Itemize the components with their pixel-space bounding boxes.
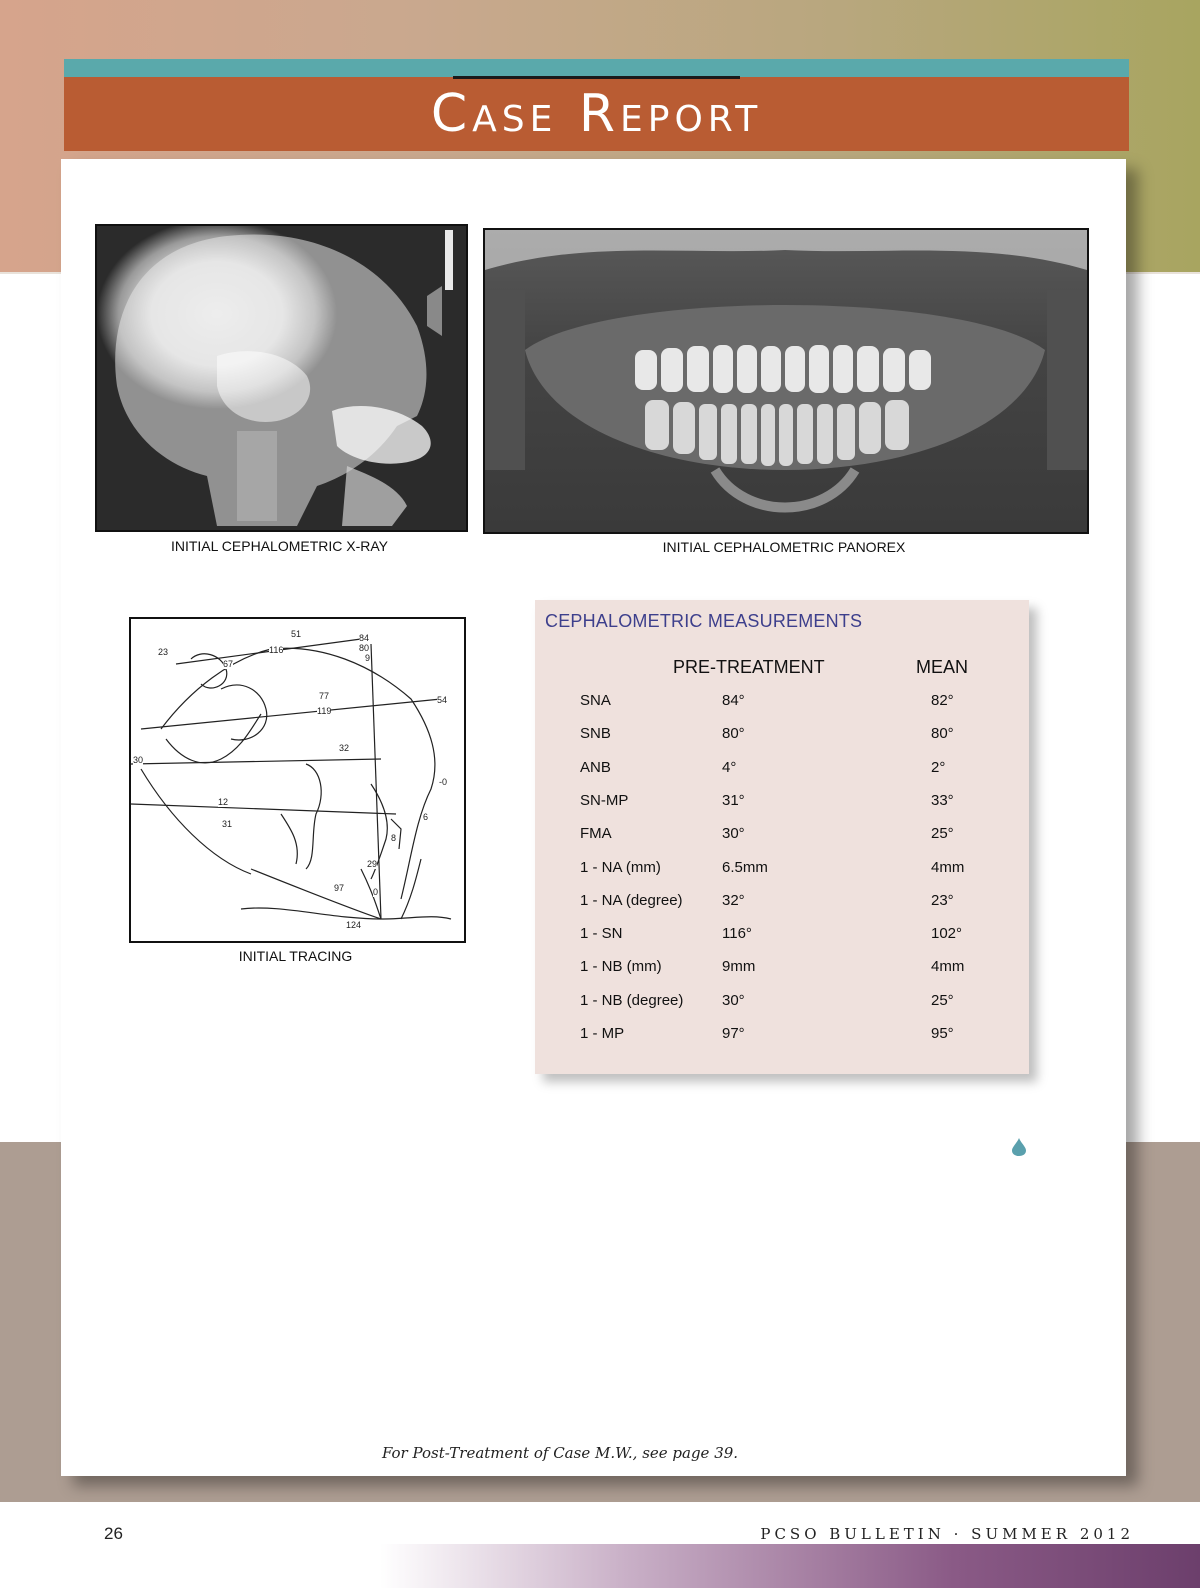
cephalometric-xray-caption: INITIAL CEPHALOMETRIC X-RAY (170, 538, 389, 554)
measurement-mean-value: 82° (931, 692, 954, 709)
tracing-label: 30 (133, 755, 144, 765)
measurement-row (535, 859, 1029, 892)
measurement-pre-value: 80° (722, 725, 745, 743)
measurement-row (535, 925, 1029, 958)
measurement-label: 1 - NB (degree) (580, 991, 684, 1009)
tracing-label: 54 (437, 695, 448, 705)
measurement-label: 1 - NA (degree) (580, 891, 683, 909)
measurement-row (535, 958, 1029, 991)
tracing-label: 97 (334, 883, 345, 893)
tracing-label: 51 (291, 629, 302, 639)
measurement-label: 1 - MP (580, 1025, 625, 1042)
measurement-pre-value: 32° (722, 891, 745, 909)
tracing-label: 6 (423, 812, 429, 822)
mean-header: MEAN (916, 657, 969, 677)
tracing-label: 23 (158, 647, 169, 657)
tracing-label: 77 (319, 691, 330, 701)
measurement-row (535, 692, 1029, 725)
measurement-label: ANB (580, 758, 611, 776)
tracing-label: 32 (339, 743, 350, 753)
measurement-mean-value: 25° (931, 991, 954, 1009)
tracing-label: 8 (391, 833, 397, 843)
measurement-label: SNA (580, 692, 611, 709)
measurement-pre-value: 30° (722, 991, 745, 1009)
measurement-pre-value: 9mm (722, 958, 756, 976)
measurement-label: FMA (580, 825, 612, 843)
initial-tracing-image (129, 617, 466, 943)
measurement-mean-value: 95° (931, 1025, 954, 1042)
tracing-art (131, 619, 464, 941)
measurement-mean-value: 102° (931, 925, 963, 943)
measurement-row (535, 1025, 1029, 1058)
measurement-mean-value: 80° (931, 725, 954, 743)
measurement-pre-value: 31° (722, 791, 745, 809)
measurement-label: 1 - NA (mm) (580, 858, 661, 876)
measurement-label: 1 - SN (580, 925, 623, 943)
measurement-row (535, 892, 1029, 925)
measurement-pre-value: 6.5mm (722, 858, 768, 876)
panorex-caption: INITIAL CEPHALOMETRIC PANOREX (662, 539, 906, 555)
measurement-label: SN-MP (580, 791, 629, 809)
footer-purple-bar (380, 1544, 1200, 1588)
measurement-row (535, 992, 1029, 1025)
measurement-pre-value: 84° (722, 692, 745, 709)
tracing-label: 9 (365, 653, 371, 663)
tracing-label: 119 (317, 706, 332, 716)
pre-treatment-header: PRE-TREATMENT (673, 657, 825, 677)
measurement-pre-value: 4° (722, 758, 737, 776)
tracing-label: 116 (269, 645, 284, 655)
tracing-label: -0 (439, 777, 448, 787)
tracing-label: 0 (373, 887, 379, 897)
tracing-label: 80 (359, 643, 370, 653)
cephalometric-measurements-box (535, 600, 1029, 1074)
header-teal-band (64, 59, 1129, 77)
page-number: 26 (104, 1524, 123, 1543)
measurement-mean-value: 2° (931, 758, 946, 776)
measurement-label: SNB (580, 725, 611, 743)
measurement-pre-value: 30° (722, 825, 745, 843)
panorex-image (483, 228, 1089, 534)
tracing-label: 124 (346, 920, 362, 930)
measurement-mean-value: 23° (931, 891, 954, 909)
measurement-mean-value: 4mm (931, 958, 965, 976)
tracing-label: 67 (223, 659, 234, 669)
tracing-label: 12 (218, 797, 229, 807)
tracing-caption: INITIAL TRACING (238, 948, 353, 964)
cephalometric-xray-image (95, 224, 468, 532)
measurement-mean-value: 33° (931, 791, 954, 809)
measurements-title: CEPHALOMETRIC MEASUREMENTS (545, 611, 863, 631)
measurement-pre-value: 116° (722, 925, 752, 943)
post-treatment-footnote: For Post-Treatment of Case M.W., see page 39. (381, 1444, 739, 1462)
page-title: Case Report (430, 84, 763, 144)
measurement-row (535, 725, 1029, 758)
title-rule (453, 76, 740, 79)
measurement-row (535, 792, 1029, 825)
measurement-pre-value: 97° (722, 1025, 745, 1042)
measurement-mean-value: 25° (931, 825, 954, 843)
tracing-label: 84 (359, 633, 370, 643)
measurement-label: 1 - NB (mm) (580, 958, 662, 976)
tracing-label: 29 (367, 859, 378, 869)
measurement-mean-value: 4mm (931, 858, 965, 876)
tracing-label: 31 (222, 819, 233, 829)
publication-issue: PCSO BULLETIN · SUMMER 2012 (760, 1525, 1134, 1543)
measurement-row (535, 825, 1029, 858)
measurement-row (535, 759, 1029, 792)
water-drop-icon (1012, 1138, 1026, 1156)
panorex-art (485, 230, 1087, 532)
cephalometric-xray-art (97, 226, 466, 530)
